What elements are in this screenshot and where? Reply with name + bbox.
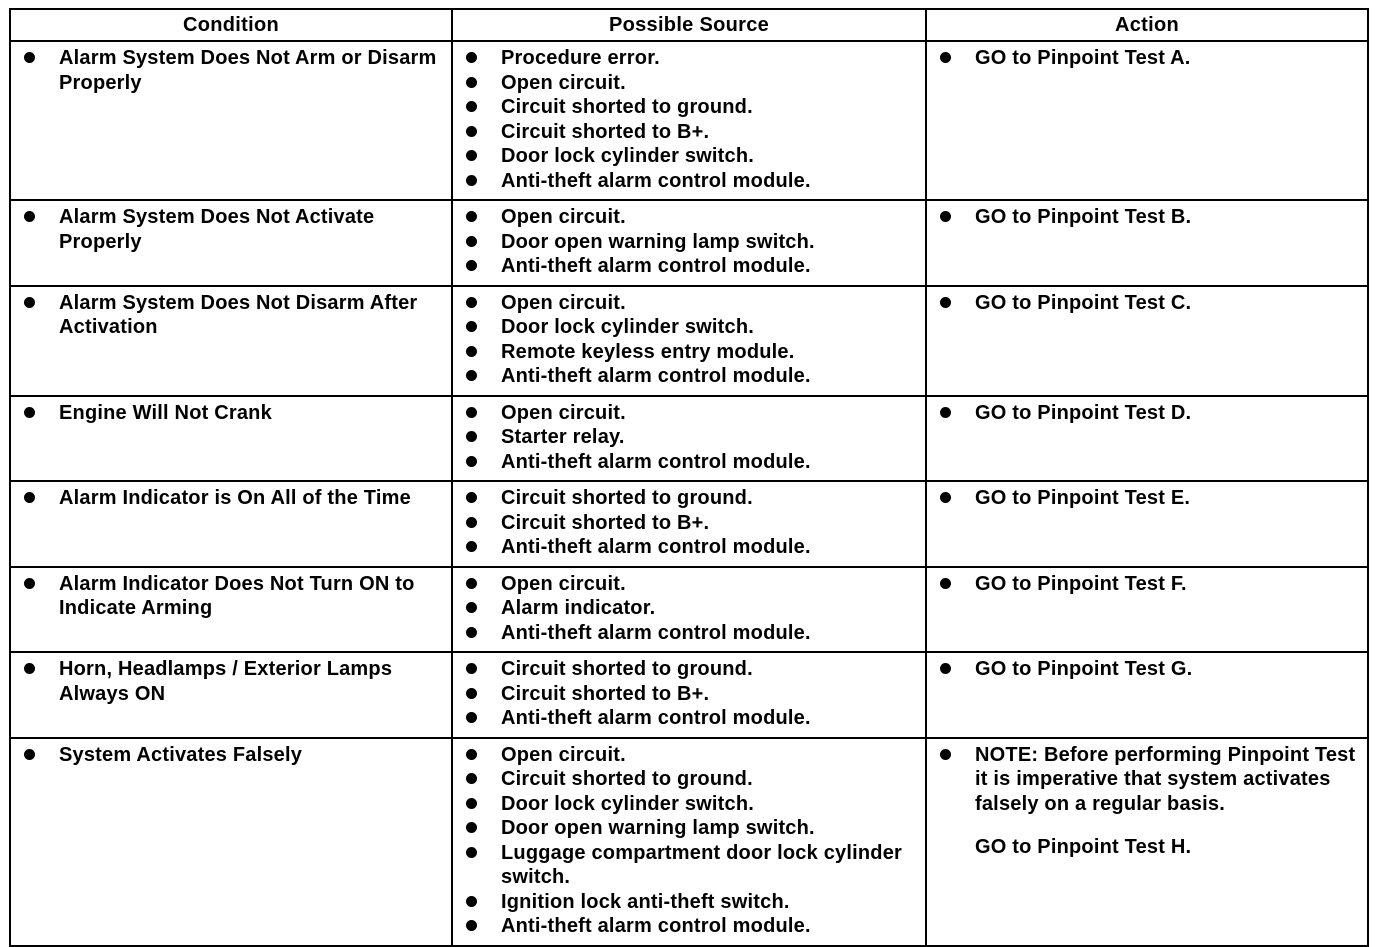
action-cell bbox=[926, 41, 1368, 200]
condition-text: Alarm Indicator is On All of the Time bbox=[11, 486, 443, 511]
condition-cell bbox=[10, 396, 452, 482]
condition-text: Alarm System Does Not Arm or Disarm Properly bbox=[11, 46, 443, 95]
source-item: Ignition lock anti-theft switch. bbox=[453, 890, 917, 915]
source-cell bbox=[452, 652, 926, 738]
action-note-text: NOTE: Before performing Pinpoint Test it is imperative that system activates falsely on a regular basis. bbox=[927, 743, 1359, 817]
table-row bbox=[10, 738, 1368, 946]
source-cell bbox=[452, 286, 926, 396]
source-item: Anti-theft alarm control module. bbox=[453, 364, 917, 389]
source-item: Anti-theft alarm control module. bbox=[453, 535, 917, 560]
action-text: GO to Pinpoint Test G. bbox=[927, 657, 1359, 682]
header-condition: Condition bbox=[10, 9, 452, 41]
condition-text: Alarm Indicator Does Not Turn ON to Indicate Arming bbox=[11, 572, 443, 621]
source-item: Door lock cylinder switch. bbox=[453, 315, 917, 340]
action-cell bbox=[926, 567, 1368, 653]
condition-cell bbox=[10, 652, 452, 738]
source-item: Circuit shorted to ground. bbox=[453, 657, 917, 682]
source-item: Remote keyless entry module. bbox=[453, 340, 917, 365]
source-item: Anti-theft alarm control module. bbox=[453, 169, 917, 194]
action-text: GO to Pinpoint Test C. bbox=[927, 291, 1359, 316]
source-cell bbox=[452, 738, 926, 946]
action-text: GO to Pinpoint Test A. bbox=[927, 46, 1359, 71]
action-text: GO to Pinpoint Test B. bbox=[927, 205, 1359, 230]
source-cell bbox=[452, 481, 926, 567]
action-cell bbox=[926, 481, 1368, 567]
action-text: GO to Pinpoint Test D. bbox=[927, 401, 1359, 426]
header-action: Action bbox=[926, 9, 1368, 41]
source-item: Circuit shorted to B+. bbox=[453, 682, 917, 707]
source-item: Circuit shorted to B+. bbox=[453, 120, 917, 145]
table-row bbox=[10, 481, 1368, 567]
source-item: Door open warning lamp switch. bbox=[453, 816, 917, 841]
source-item: Anti-theft alarm control module. bbox=[453, 254, 917, 279]
source-cell bbox=[452, 396, 926, 482]
source-item: Open circuit. bbox=[453, 291, 917, 316]
action-text: GO to Pinpoint Test F. bbox=[927, 572, 1359, 597]
source-item: Alarm indicator. bbox=[453, 596, 917, 621]
source-item: Procedure error. bbox=[453, 46, 917, 71]
source-item: Starter relay. bbox=[453, 425, 917, 450]
action-cell bbox=[926, 738, 1368, 946]
header-row bbox=[10, 9, 1368, 41]
source-item: Open circuit. bbox=[453, 743, 917, 768]
source-item: Anti-theft alarm control module. bbox=[453, 914, 917, 939]
table-row bbox=[10, 286, 1368, 396]
source-item: Door lock cylinder switch. bbox=[453, 792, 917, 817]
condition-text: System Activates Falsely bbox=[11, 743, 443, 768]
source-item: Circuit shorted to ground. bbox=[453, 486, 917, 511]
table-row bbox=[10, 396, 1368, 482]
source-item: Open circuit. bbox=[453, 572, 917, 597]
source-cell bbox=[452, 41, 926, 200]
source-item: Anti-theft alarm control module. bbox=[453, 706, 917, 731]
condition-text: Alarm System Does Not Disarm After Activation bbox=[11, 291, 443, 340]
condition-text: Alarm System Does Not Activate Properly bbox=[11, 205, 443, 254]
source-item: Open circuit. bbox=[453, 205, 917, 230]
action-cell bbox=[926, 396, 1368, 482]
table-row bbox=[10, 200, 1368, 286]
condition-text: Horn, Headlamps / Exterior Lamps Always ON bbox=[11, 657, 443, 706]
condition-text: Engine Will Not Crank bbox=[11, 401, 443, 426]
table-row bbox=[10, 567, 1368, 653]
source-item: Open circuit. bbox=[453, 401, 917, 426]
condition-cell bbox=[10, 738, 452, 946]
action-cell bbox=[926, 652, 1368, 738]
source-item: Circuit shorted to B+. bbox=[453, 511, 917, 536]
source-cell bbox=[452, 200, 926, 286]
source-item: Door lock cylinder switch. bbox=[453, 144, 917, 169]
action-cell bbox=[926, 286, 1368, 396]
table-row bbox=[10, 41, 1368, 200]
source-item: Anti-theft alarm control module. bbox=[453, 450, 917, 475]
source-item: Open circuit. bbox=[453, 71, 917, 96]
source-item: Circuit shorted to ground. bbox=[453, 95, 917, 120]
source-item: Circuit shorted to ground. bbox=[453, 767, 917, 792]
action-extra-text: GO to Pinpoint Test H. bbox=[975, 836, 1192, 858]
source-item: Anti-theft alarm control module. bbox=[453, 621, 917, 646]
condition-cell bbox=[10, 286, 452, 396]
table-row bbox=[10, 652, 1368, 738]
condition-cell bbox=[10, 200, 452, 286]
condition-cell bbox=[10, 41, 452, 200]
action-cell bbox=[926, 200, 1368, 286]
header-possible-source: Possible Source bbox=[452, 9, 926, 41]
diagnosis-table bbox=[9, 8, 1369, 947]
source-cell bbox=[452, 567, 926, 653]
action-text: GO to Pinpoint Test E. bbox=[927, 486, 1359, 511]
condition-cell bbox=[10, 567, 452, 653]
source-item: Luggage compartment door lock cylinder switch. bbox=[453, 841, 917, 890]
condition-cell bbox=[10, 481, 452, 567]
source-item: Door open warning lamp switch. bbox=[453, 230, 917, 255]
